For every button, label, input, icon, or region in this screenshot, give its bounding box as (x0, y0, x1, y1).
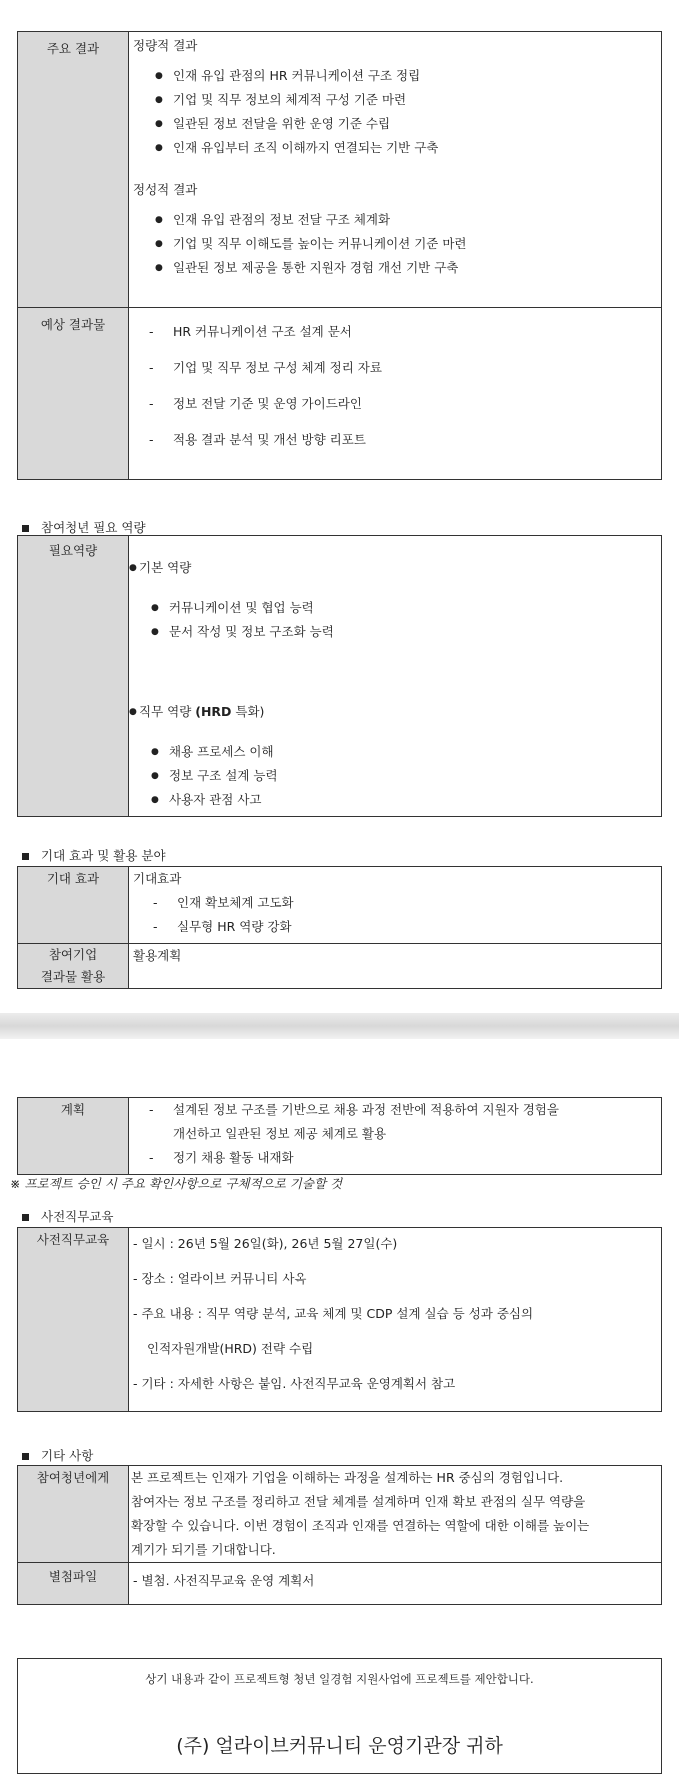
etc-table (17, 1465, 662, 1605)
competency-content (129, 536, 662, 817)
basic-item: ● 문서 작성 및 정보 구조화 능력 (151, 620, 657, 644)
pretraining-content (129, 1228, 662, 1412)
qual-item: ● 일관된 정보 제공을 통한 지원자 경험 개선 기반 구축 (155, 256, 657, 280)
quant-item: ● 인재 유입부터 조직 이해까지 연결되는 기반 구축 (155, 136, 657, 160)
effect-title: 기대효과 (133, 871, 182, 886)
square-bullet-icon (22, 853, 29, 860)
effects-table (17, 866, 662, 989)
competency-heading: 참여청년 필요 역량 (22, 518, 146, 536)
square-bullet-icon (22, 525, 29, 532)
results-content (129, 32, 662, 308)
closing-box (17, 1658, 662, 1774)
pretraining-heading: 사전직무교육 (22, 1207, 113, 1225)
outputs-content (129, 308, 662, 480)
output-item: - 기업 및 직무 정보 구성 체계 정리 자료 (149, 350, 657, 386)
effect-label: 기대 효과 (18, 867, 129, 944)
plan-item: - 설계된 정보 구조를 기반으로 채용 과정 전반에 적용하여 지원자 경험을 (149, 1102, 559, 1117)
closing-addressee: (주) 얼라이브커뮤니티 운영기관장 귀하 (176, 1735, 503, 1757)
results-label: 주요 결과 (18, 32, 129, 308)
pretraining-content-cont: 인적자원개발(HRD) 전략 수립 (147, 1341, 314, 1356)
youth-line: 본 프로젝트는 인재가 기업을 이해하는 과정을 설계하는 HR 중심의 경험입니다. (131, 1470, 564, 1485)
effect-item: ● - 인재 확보체계 고도화 (153, 891, 657, 915)
qual-item: ● 인재 유입 관점의 정보 전달 구조 체계화 (155, 208, 657, 232)
youth-line: 참여자는 정보 구조를 정리하고 전달 체계를 설계하며 인재 확보 관점의 실무 역량을 (131, 1494, 586, 1509)
pretraining-label: 사전직무교육 (18, 1228, 129, 1412)
youth-message (129, 1466, 662, 1563)
competency-table (17, 535, 662, 817)
effect-item: ● - 실무형 HR 역량 강화 (153, 915, 657, 939)
plan-item: - 정기 채용 활동 내재화 (149, 1150, 294, 1165)
square-bullet-icon (22, 1453, 29, 1460)
closing-statement: 상기 내용과 같이 프로젝트형 청년 일경험 지원사업에 프로젝트를 제안합니다. (145, 1672, 534, 1686)
pretraining-place: - 장소 : 얼라이브 커뮤니티 사옥 (133, 1271, 307, 1286)
job-title: ● 직무 역량 (HRD 특화) (129, 700, 657, 724)
output-item: - HR 커뮤니케이션 구조 설계 문서 (149, 314, 657, 350)
youth-line: 계기가 되기를 기대합니다. (131, 1542, 276, 1557)
usage-content (129, 944, 662, 989)
qual-item: ● 기업 및 직무 이해도를 높이는 커뮤니케이션 기준 마련 (155, 232, 657, 256)
job-item: ● 사용자 관점 사고 (151, 788, 657, 812)
pretraining-table (17, 1227, 662, 1412)
qual-title: 정성적 결과 (133, 182, 198, 197)
basic-item: ● 커뮤니케이션 및 협업 능력 (151, 596, 657, 620)
plan-label: 계획 (18, 1098, 129, 1175)
job-item: ● 정보 구조 설계 능력 (151, 764, 657, 788)
approval-note: ※ 프로젝트 승인 시 주요 확인사항으로 구체적으로 기술할 것 (10, 1176, 343, 1191)
page-break (0, 1013, 679, 1039)
results-table (17, 31, 662, 480)
attach-value: - 별첨. 사전직무교육 운영 계획서 (129, 1563, 662, 1605)
output-item: - 정보 전달 기준 및 운영 가이드라인 (149, 386, 657, 422)
youth-label: 참여청년에게 (18, 1466, 129, 1563)
etc-heading: 기타 사항 (22, 1446, 93, 1464)
plan-table (17, 1097, 662, 1175)
attach-label: 별첨파일 (18, 1563, 129, 1605)
quant-item: ● 기업 및 직무 정보의 체계적 구성 기준 마련 (155, 88, 657, 112)
basic-title: ● 기본 역량 (129, 556, 657, 580)
pretraining-date: - 일시 : 26년 5월 26일(화), 26년 5월 27일(수) (133, 1236, 398, 1251)
outputs-label: 예상 결과물 (18, 308, 129, 480)
effects-heading: 기대 효과 및 활용 분야 (22, 846, 166, 864)
job-item: ● 채용 프로세스 이해 (151, 740, 657, 764)
competency-label: 필요역량 (18, 536, 129, 817)
output-item: - 적용 결과 분석 및 개선 방향 리포트 (149, 422, 657, 458)
youth-line: 확장할 수 있습니다. 이번 경험이 조직과 인재를 연결하는 역할에 대한 이해를 높이는 (131, 1518, 590, 1533)
quant-title: 정량적 결과 (133, 38, 198, 53)
quant-item: ● 인재 유입 관점의 HR 커뮤니케이션 구조 정립 (155, 64, 657, 88)
pretraining-etc: - 기타 : 자세한 사항은 붙임. 사전직무교육 운영계획서 참고 (133, 1376, 456, 1391)
plan-item-cont: 개선하고 일관된 정보 제공 체계로 활용 (173, 1126, 387, 1141)
quant-item: ● 일관된 정보 전달을 위한 운영 기준 수립 (155, 112, 657, 136)
square-bullet-icon (22, 1214, 29, 1221)
effect-content (129, 867, 662, 944)
pretraining-content-line: - 주요 내용 : 직무 역량 분석, 교육 체계 및 CDP 설계 실습 등 성과 중심의 (133, 1306, 534, 1321)
usage-title: 활용계획 (133, 948, 182, 963)
plan-content (129, 1098, 662, 1175)
usage-label: 참여기업 결과물 활용 (18, 944, 129, 989)
